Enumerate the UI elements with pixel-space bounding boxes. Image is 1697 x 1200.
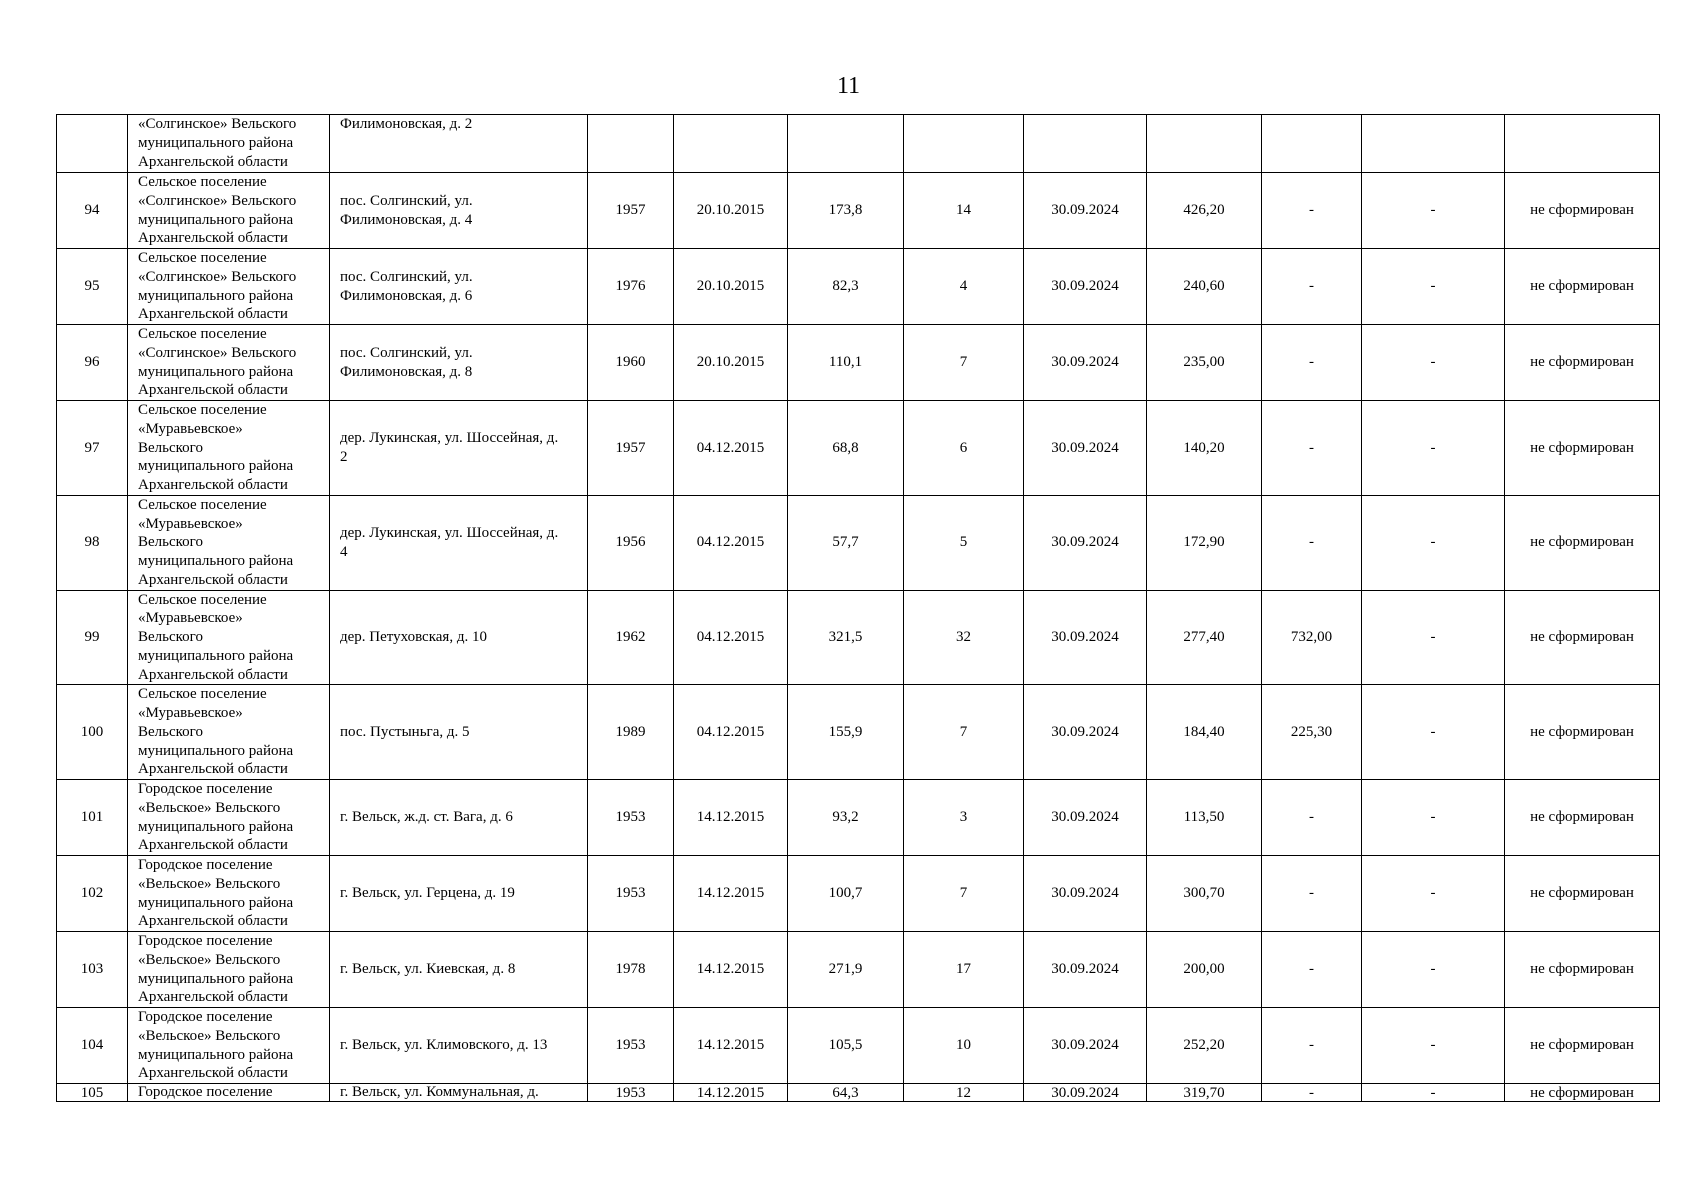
address-cell [330, 401, 588, 496]
settlement-line: «Вельское» Вельского [138, 951, 281, 968]
settlement-cell [128, 856, 330, 932]
resettlement-deadline-cell: 30.09.2024 [1024, 856, 1147, 932]
value-cell-2: - [1262, 325, 1362, 401]
settlement-line: Сельское поселение [138, 686, 267, 703]
status-cell: не сформирован [1505, 495, 1660, 590]
address-cell [330, 495, 588, 590]
address-cell [330, 590, 588, 685]
settlement-line: Городское поселение [138, 1084, 273, 1100]
resettlement-deadline-cell: 30.09.2024 [1024, 685, 1147, 780]
value-cell-1: 200,00 [1147, 932, 1262, 1008]
address-line: г. Вельск, ул. Киевская, д. 8 [340, 961, 516, 978]
area-cell [788, 115, 904, 173]
residents-cell: 14 [904, 173, 1024, 249]
address-cell [330, 932, 588, 1008]
recognition-date-cell: 14.12.2015 [674, 1008, 788, 1084]
settlement-line: Городское поселение [138, 1009, 273, 1025]
settlement-line: Сельское поселение [138, 591, 267, 608]
settlement-line: Вельского [138, 534, 203, 551]
address-line: г. Вельск, ул. Герцена, д. 19 [340, 885, 515, 902]
area-cell: 82,3 [788, 249, 904, 325]
value-cell-2: - [1262, 932, 1362, 1008]
area-cell: 110,1 [788, 325, 904, 401]
address-cell [330, 856, 588, 932]
settlement-cell [128, 780, 330, 856]
value-cell-3: - [1362, 856, 1505, 932]
row-number-cell: 102 [57, 856, 128, 932]
status-cell: не сформирован [1505, 173, 1660, 249]
value-cell-1: 300,70 [1147, 856, 1262, 932]
value-cell-3: - [1362, 173, 1505, 249]
settlement-cell [128, 685, 330, 780]
resettlement-deadline-cell: 30.09.2024 [1024, 401, 1147, 496]
settlement-line: Архангельской области [138, 761, 288, 778]
resettlement-deadline-cell: 30.09.2024 [1024, 325, 1147, 401]
value-cell-2: - [1262, 1008, 1362, 1084]
build-year-cell: 1957 [588, 173, 674, 249]
address-line: дер. Петуховская, д. 10 [340, 629, 487, 645]
row-number-cell: 101 [57, 780, 128, 856]
settlement-line: «Вельское» Вельского [138, 1027, 281, 1044]
residents-cell: 5 [904, 495, 1024, 590]
row-number-cell: 103 [57, 932, 128, 1008]
residents-cell: 32 [904, 590, 1024, 685]
area-cell: 57,7 [788, 495, 904, 590]
settlement-line: муниципального района [138, 742, 294, 759]
row-number-cell: 94 [57, 173, 128, 249]
settlement-line: «Солгинское» Вельского [138, 116, 297, 132]
value-cell-1: 172,90 [1147, 495, 1262, 590]
value-cell-3: - [1362, 932, 1505, 1008]
build-year-cell: 1953 [588, 1084, 674, 1102]
settlement-line: Архангельской области [138, 153, 288, 170]
settlement-line: Вельского [138, 629, 203, 645]
value-cell-1: 252,20 [1147, 1008, 1262, 1084]
build-year-cell: 1953 [588, 1008, 674, 1084]
table-row [57, 1008, 1660, 1084]
value-cell-2: 225,30 [1262, 685, 1362, 780]
address-cell [330, 325, 588, 401]
table-row [57, 173, 1660, 249]
resettlement-deadline-cell: 30.09.2024 [1024, 249, 1147, 325]
address-cell [330, 685, 588, 780]
area-cell: 100,7 [788, 856, 904, 932]
residents-cell: 6 [904, 401, 1024, 496]
recognition-date-cell: 20.10.2015 [674, 173, 788, 249]
address-line: дер. Лукинская, ул. Шоссейная, д. [340, 524, 559, 541]
table-row [57, 932, 1660, 1008]
address-line: Филимоновская, д. 4 [340, 211, 473, 228]
value-cell-2 [1262, 115, 1362, 173]
settlement-line: «Солгинское» Вельского [138, 344, 297, 361]
residents-cell: 17 [904, 932, 1024, 1008]
value-cell-1: 319,70 [1147, 1084, 1262, 1102]
row-number-cell: 96 [57, 325, 128, 401]
recognition-date-cell [674, 115, 788, 173]
row-number-cell: 98 [57, 495, 128, 590]
recognition-date-cell: 04.12.2015 [674, 495, 788, 590]
address-cell [330, 780, 588, 856]
settlement-line: муниципального района [138, 553, 294, 569]
status-cell: не сформирован [1505, 685, 1660, 780]
settlement-line: Архангельской области [138, 1065, 288, 1082]
settlement-line: Архангельской области [138, 837, 288, 854]
settlement-line: муниципального района [138, 970, 294, 987]
settlement-line: Вельского [138, 439, 203, 456]
address-line: г. Вельск, ул. Коммунальная, д. [340, 1084, 539, 1100]
residents-cell: 7 [904, 685, 1024, 780]
settlement-line: Архангельской области [138, 571, 288, 588]
residents-cell: 7 [904, 856, 1024, 932]
table-row [57, 401, 1660, 496]
recognition-date-cell: 04.12.2015 [674, 590, 788, 685]
settlement-line: Архангельской области [138, 666, 288, 683]
settlement-cell [128, 401, 330, 496]
settlement-line: «Солгинское» Вельского [138, 192, 297, 209]
address-cell [330, 173, 588, 249]
value-cell-1 [1147, 115, 1262, 173]
settlement-cell [128, 495, 330, 590]
settlement-line: муниципального района [138, 458, 294, 475]
row-number-cell: 95 [57, 249, 128, 325]
address-cell [330, 115, 588, 173]
settlement-line: муниципального района [138, 134, 294, 151]
build-year-cell: 1953 [588, 856, 674, 932]
value-cell-2: - [1262, 495, 1362, 590]
settlement-line: «Вельское» Вельского [138, 875, 281, 892]
settlement-line: Архангельской области [138, 306, 288, 323]
settlement-line: Городское поселение [138, 781, 273, 797]
build-year-cell: 1956 [588, 495, 674, 590]
settlement-line: Сельское поселение [138, 326, 267, 342]
area-cell: 271,9 [788, 932, 904, 1008]
settlement-cell [128, 590, 330, 685]
value-cell-1: 426,20 [1147, 173, 1262, 249]
resettlement-deadline-cell: 30.09.2024 [1024, 590, 1147, 685]
value-cell-2: - [1262, 401, 1362, 496]
settlement-line: Архангельской области [138, 382, 288, 399]
row-number-cell: 99 [57, 590, 128, 685]
recognition-date-cell: 14.12.2015 [674, 780, 788, 856]
value-cell-1: 184,40 [1147, 685, 1262, 780]
settlement-line: муниципального района [138, 211, 294, 228]
value-cell-1: 140,20 [1147, 401, 1262, 496]
settlement-line: Городское поселение [138, 933, 273, 949]
residents-cell: 10 [904, 1008, 1024, 1084]
value-cell-3: - [1362, 590, 1505, 685]
build-year-cell: 1962 [588, 590, 674, 685]
table-row [57, 780, 1660, 856]
value-cell-2: - [1262, 173, 1362, 249]
settlement-line: муниципального района [138, 818, 294, 835]
build-year-cell: 1960 [588, 325, 674, 401]
recognition-date-cell: 14.12.2015 [674, 932, 788, 1008]
address-line: 2 [340, 448, 348, 465]
row-number-cell: 100 [57, 685, 128, 780]
value-cell-3: - [1362, 1008, 1505, 1084]
resettlement-deadline-cell [1024, 115, 1147, 173]
settlement-cell [128, 115, 330, 173]
build-year-cell: 1989 [588, 685, 674, 780]
resettlement-deadline-cell: 30.09.2024 [1024, 1084, 1147, 1102]
row-number-cell: 105 [57, 1084, 128, 1102]
table-body [57, 115, 1660, 1102]
settlement-line: Архангельской области [138, 230, 288, 247]
build-year-cell: 1978 [588, 932, 674, 1008]
settlement-line: Вельского [138, 723, 203, 740]
status-cell: не сформирован [1505, 856, 1660, 932]
area-cell: 321,5 [788, 590, 904, 685]
recognition-date-cell: 04.12.2015 [674, 401, 788, 496]
settlement-cell [128, 1008, 330, 1084]
settlement-cell [128, 325, 330, 401]
address-line: Филимоновская, д. 6 [340, 287, 473, 304]
address-line: дер. Лукинская, ул. Шоссейная, д. [340, 430, 559, 447]
address-line: г. Вельск, ж.д. ст. Вага, д. 6 [340, 809, 513, 826]
status-cell: не сформирован [1505, 325, 1660, 401]
resettlement-deadline-cell: 30.09.2024 [1024, 932, 1147, 1008]
value-cell-3: - [1362, 495, 1505, 590]
recognition-date-cell: 20.10.2015 [674, 249, 788, 325]
build-year-cell: 1953 [588, 780, 674, 856]
value-cell-1: 277,40 [1147, 590, 1262, 685]
area-cell: 93,2 [788, 780, 904, 856]
settlement-line: «Муравьевское» [138, 705, 243, 721]
status-cell: не сформирован [1505, 249, 1660, 325]
page-number: 11 [836, 73, 861, 99]
residents-cell: 3 [904, 780, 1024, 856]
residents-cell: 7 [904, 325, 1024, 401]
table-row [57, 325, 1660, 401]
address-line: 4 [340, 543, 348, 560]
settlement-cell [128, 1084, 330, 1102]
address-line: г. Вельск, ул. Климовского, д. 13 [340, 1037, 548, 1054]
settlement-line: «Муравьевское» [138, 515, 243, 532]
value-cell-3: - [1362, 401, 1505, 496]
address-line: пос. Солгинский, ул. [340, 192, 473, 209]
address-line: пос. Солгинский, ул. [340, 344, 473, 361]
recognition-date-cell: 04.12.2015 [674, 685, 788, 780]
build-year-cell [588, 115, 674, 173]
table-row [57, 1084, 1660, 1102]
status-cell: не сформирован [1505, 1084, 1660, 1102]
row-number-cell [57, 115, 128, 173]
recognition-date-cell: 14.12.2015 [674, 1084, 788, 1102]
settlement-line: «Вельское» Вельского [138, 799, 281, 816]
value-cell-3: - [1362, 685, 1505, 780]
settlement-line: Архангельской области [138, 989, 288, 1006]
status-cell: не сформирован [1505, 932, 1660, 1008]
area-cell: 155,9 [788, 685, 904, 780]
value-cell-3: - [1362, 780, 1505, 856]
value-cell-2: - [1262, 780, 1362, 856]
value-cell-2: - [1262, 249, 1362, 325]
table-row [57, 495, 1660, 590]
resettlement-deadline-cell: 30.09.2024 [1024, 780, 1147, 856]
settlement-line: Сельское поселение [138, 174, 267, 190]
recognition-date-cell: 14.12.2015 [674, 856, 788, 932]
value-cell-3: - [1362, 325, 1505, 401]
settlement-line: муниципального района [138, 647, 294, 664]
settlement-line: муниципального района [138, 894, 294, 911]
area-cell: 105,5 [788, 1008, 904, 1084]
resettlement-deadline-cell: 30.09.2024 [1024, 495, 1147, 590]
settlement-line: муниципального района [138, 287, 294, 304]
residents-cell: 12 [904, 1084, 1024, 1102]
address-cell [330, 249, 588, 325]
build-year-cell: 1957 [588, 401, 674, 496]
table-row [57, 685, 1660, 780]
settlement-line: Архангельской области [138, 477, 288, 493]
settlement-line: «Муравьевское» [138, 420, 243, 437]
status-cell: не сформирован [1505, 590, 1660, 685]
settlement-cell [128, 173, 330, 249]
settlement-cell [128, 249, 330, 325]
value-cell-3: - [1362, 1084, 1505, 1102]
table-row [57, 249, 1660, 325]
address-line: пос. Пустыньга, д. 5 [340, 723, 470, 740]
address-cell [330, 1084, 588, 1102]
settlement-line: муниципального района [138, 1046, 294, 1063]
row-number-cell: 97 [57, 401, 128, 496]
area-cell: 173,8 [788, 173, 904, 249]
settlement-line: Городское поселение [138, 857, 273, 873]
settlement-line: Сельское поселение [138, 402, 267, 418]
build-year-cell: 1976 [588, 249, 674, 325]
value-cell-2: 732,00 [1262, 590, 1362, 685]
table-row [57, 590, 1660, 685]
settlement-line: «Муравьевское» [138, 610, 243, 627]
settlement-line: муниципального района [138, 363, 294, 380]
value-cell-3: - [1362, 249, 1505, 325]
status-cell: не сформирован [1505, 401, 1660, 496]
area-cell: 68,8 [788, 401, 904, 496]
settlement-line: Архангельской области [138, 913, 288, 930]
table-row [57, 856, 1660, 932]
settlement-line: «Солгинское» Вельского [138, 268, 297, 285]
value-cell-1: 240,60 [1147, 249, 1262, 325]
status-cell: не сформирован [1505, 1008, 1660, 1084]
residents-cell [904, 115, 1024, 173]
value-cell-2: - [1262, 1084, 1362, 1102]
address-cell [330, 1008, 588, 1084]
value-cell-3 [1362, 115, 1505, 173]
settlement-line: Сельское поселение [138, 496, 267, 513]
recognition-date-cell: 20.10.2015 [674, 325, 788, 401]
residents-cell: 4 [904, 249, 1024, 325]
settlement-line: Сельское поселение [138, 250, 267, 266]
table-row [57, 115, 1660, 173]
value-cell-1: 113,50 [1147, 780, 1262, 856]
settlement-cell [128, 932, 330, 1008]
status-cell: не сформирован [1505, 780, 1660, 856]
area-cell: 64,3 [788, 1084, 904, 1102]
address-line: Филимоновская, д. 2 [340, 116, 473, 132]
address-line: Филимоновская, д. 8 [340, 363, 473, 380]
value-cell-1: 235,00 [1147, 325, 1262, 401]
resettlement-deadline-cell: 30.09.2024 [1024, 1008, 1147, 1084]
housing-registry-table [56, 114, 1660, 1102]
row-number-cell: 104 [57, 1008, 128, 1084]
status-cell [1505, 115, 1660, 173]
value-cell-2: - [1262, 856, 1362, 932]
resettlement-deadline-cell: 30.09.2024 [1024, 173, 1147, 249]
address-line: пос. Солгинский, ул. [340, 268, 473, 285]
